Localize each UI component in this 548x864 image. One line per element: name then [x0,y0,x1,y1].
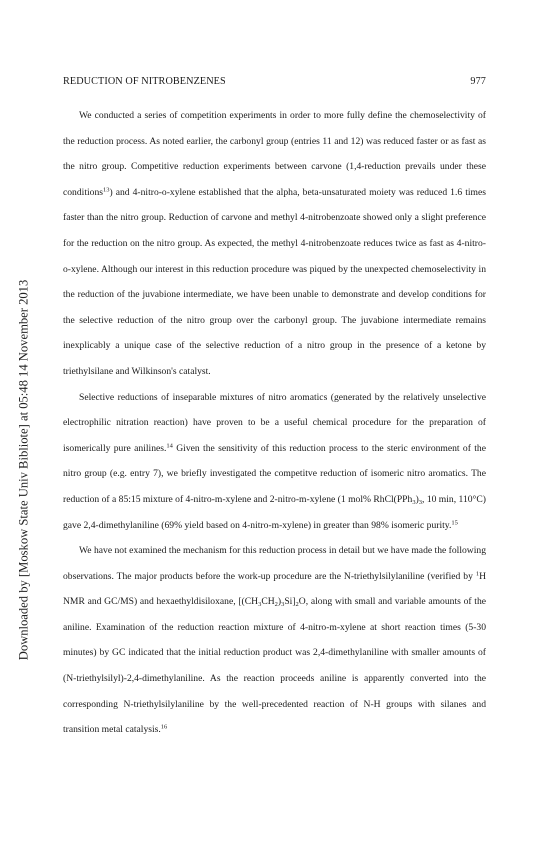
subscript: 3 [418,498,423,506]
page-number: 977 [470,76,486,87]
subscript: 2 [295,601,299,609]
subscript: 3 [281,601,285,609]
isotope-superscript: 1 [475,570,480,578]
paragraph-text: Given the sensitivity of this reduction process to the steric environment of the nitro group (e.g. entry 7), we briefly investigated the competitve reduction of isomeric nitro aromatics. The reduction of a 85:15 mixture of 4-nitro-m-xylene and 2-nitro-m-xylene (1 mol% RhCl(PPh [63,442,486,505]
paragraph-text: We conducted a series of competition experiments in order to more fully define the chemoselectivity of the reduction process. As noted earlier, the carbonyl group (entries 11 and 12) was reduced faster or as fast as the nitro group. Competitive reduction experiments between carvone (1,4-reduction prevails under these conditions [63,110,486,198]
download-watermark: Downloaded by [Moskow State Univ Bibliote] at 05:48 14 November 2013 [16,279,31,661]
paragraph-text: We have not examined the mechanism for this reduction process in detail but we have made the following observations. The major products before the work-up procedure are the N-triethylsilylaniline (verified by [63,545,486,582]
paragraph-text: Selective reductions of inseparable mixtures of nitro aromatics (generated by the relatively unselective electrophilic nitration reaction) have proven to be a useful chemical procedure for the preparation of isomerically pure anilines. [63,391,486,454]
article-body [63,103,486,743]
subscript: 2 [274,601,278,609]
reference-marker: 13 [102,186,110,194]
reference-marker: 14 [166,442,173,450]
paragraph-text: Si] [284,596,296,608]
reference-marker: 15 [451,519,458,526]
paragraph-text: CH [261,596,275,608]
paragraph-3 [63,538,486,743]
paragraph-text: O, along with small and variable amounts of the aniline. Examination of the reduction reaction mixture of 4-nitro-m-xylene at short reaction times (5-30 minutes) by GC indicated that the initial reduction product was 2,4-dimethylaniline with smaller amounts of (N-triethylsilyl)-2,4-dimethylaniline. As the reaction proceeds aniline is apparently converted into the corresponding N-triethylsilylaniline by the well-precedented reaction of N-H groups with silanes and transition metal catalysis. [63,596,487,736]
subscript: 3 [258,601,262,609]
paragraph-1 [63,103,486,385]
subscript: 3 [412,498,416,506]
paragraph-text: H NMR and GC/MS) and hexaethyldisiloxane, [(CH [63,570,486,608]
paragraph-text: ) [277,596,282,608]
paragraph-text: , 10 min, 110°C) gave 2,4-dimethylaniline (69% yield based on 4-nitro-m-xylene) in greater than 98% isomeric purity. [63,493,486,531]
running-title: REDUCTION OF NITROBENZENES [63,76,226,87]
paragraph-2 [63,385,486,539]
paragraph-text: ) and 4-nitro-o-xylene established that the alpha, beta-unsaturated moiety was reduced 1.6 times faster than the nitro group. Reduction of carvone and methyl 4-nitrobenzoate showed only a slight preference for the reduction on the nitro group. As expected, the methyl 4-nitrobenzoate reduces twice as fast as 4-nitro-o-xylene. Although our interest in this reduction procedure was piqued by the unexpected chemoselectivity in the reduction of the juvabione intermediate, we have been unable to demonstrate and develop conditions for the selective reduction of the nitro group over the carbonyl group. The juvabione intermediate remains inexplicably a unique case of the selective reduction of a nitro group in the presence of a ketone by triethylsilane and Wilkinson's catalyst. [63,186,486,377]
reference-marker: 16 [160,723,168,731]
paragraph-text: ) [415,493,419,505]
